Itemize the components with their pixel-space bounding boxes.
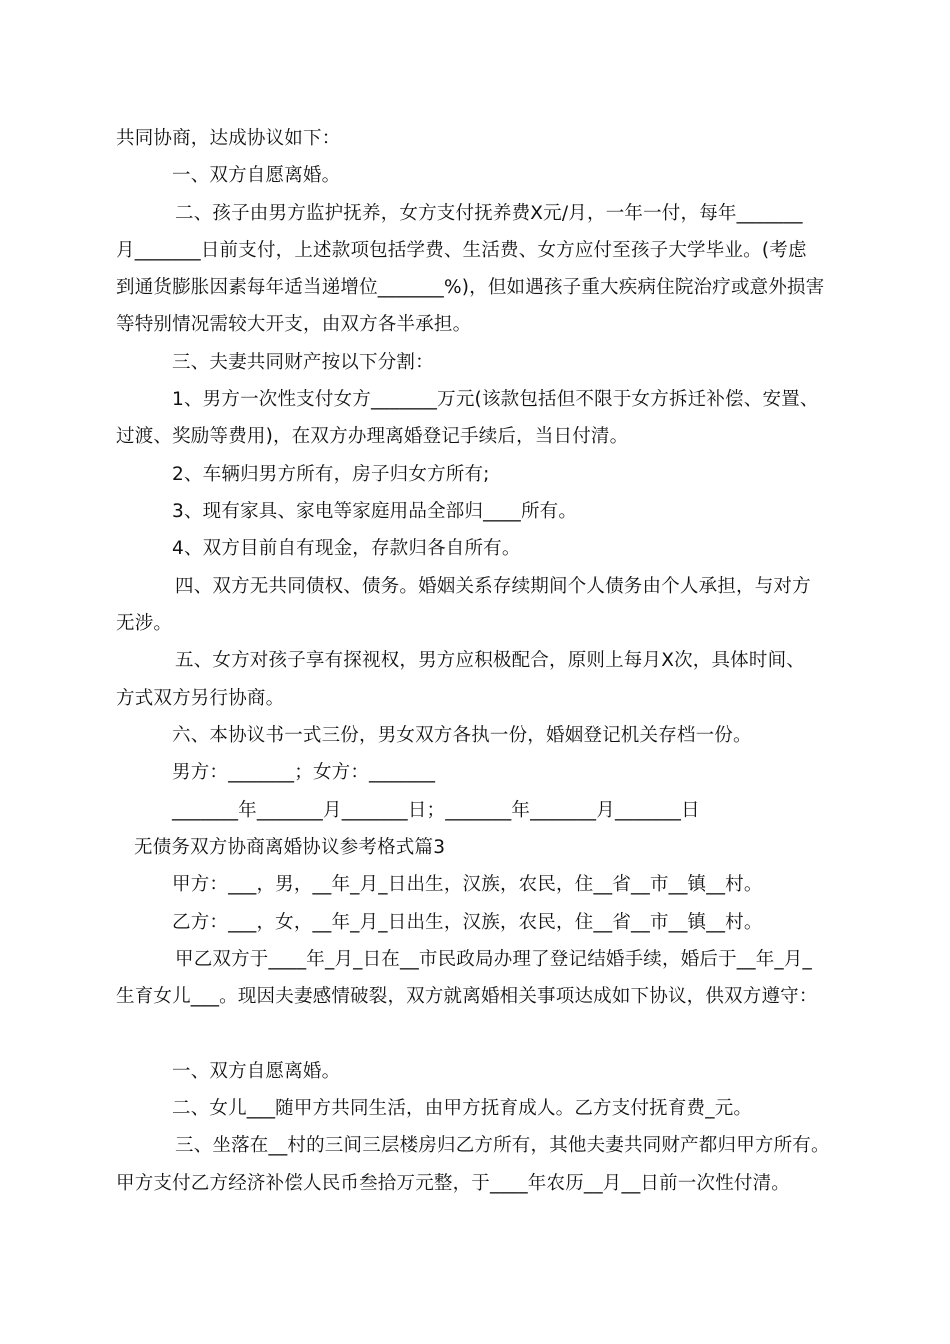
- text-line-13: 四、双方无共同债权、债务。婚姻关系存续期间个人债务由个人承担，与对方: [175, 576, 811, 597]
- text-line-19: _______年_______月_______日；_______年_______月_______日: [172, 800, 700, 821]
- text-line-5: 到通货膨胀因素每年适当递增位_______%)，但如遇孩子重大疾病住院治疗或意外损害: [116, 277, 825, 298]
- text-line-25: 一、双方自愿离婚。: [172, 1061, 341, 1082]
- text-line-26: 二、女儿___随甲方共同生活，由甲方抚育成人。乙方支付抚育费_元。: [172, 1098, 753, 1119]
- text-line-17: 六、本协议书一式三份，男女双方各执一份，婚姻登记机关存档一份。: [172, 725, 752, 746]
- text-line-8: 1、男方一次性支付女方_______万元(该款包括但不限于女方拆迁补偿、安置、: [172, 389, 819, 410]
- text-line-6: 等特别情况需较大开支，由双方各半承担。: [116, 314, 472, 335]
- text-line-12: 4、双方目前自有现金，存款归各自所有。: [172, 538, 521, 559]
- text-line-9: 过渡、奖励等费用)，在双方办理离婚登记手续后，当日付清。: [116, 426, 629, 447]
- text-line-1: 共同协商，达成协议如下：: [116, 128, 341, 149]
- text-line-23: 甲乙双方于____年_月_日在__市民政局办理了登记结婚手续，婚后于__年_月_: [175, 949, 813, 970]
- text-line-15: 五、女方对孩子享有探视权，男方应积极配合，原则上每月X次，具体时间、: [175, 650, 805, 671]
- section-heading: 无债务双方协商离婚协议参考格式篇3: [134, 837, 446, 858]
- text-line-21: 甲方：___，男，__年_月_日出生，汉族，农民，住__省__市__镇__村。: [172, 874, 763, 895]
- text-line-11: 3、现有家具、家电等家庭用品全部归____所有。: [172, 501, 578, 522]
- text-line-4: 月_______日前支付，上述款项包括学费、生活费、女方应付至孩子大学毕业。(考虑: [116, 240, 807, 261]
- text-line-16: 方式双方另行协商。: [116, 688, 285, 709]
- text-line-14: 无涉。: [116, 613, 173, 634]
- text-line-28: 甲方支付乙方经济补偿人民币叁拾万元整，于____年农历__月__日前一次性付清。: [116, 1173, 791, 1194]
- text-line-24: 生育女儿___。现因夫妻感情破裂，双方就离婚相关事项达成如下协议，供双方遵守：: [116, 986, 818, 1007]
- text-line-22: 乙方：___，女，__年_月_日出生，汉族，农民，住__省__市__镇__村。: [172, 912, 763, 933]
- text-line-2: 一、双方自愿离婚。: [172, 165, 341, 186]
- text-line-18: 男方：_______；女方：_______: [172, 762, 436, 783]
- text-line-3: 二、孩子由男方监护抚养，女方支付抚养费X元/月，一年一付，每年_______: [175, 203, 803, 224]
- text-line-27: 三、坐落在__村的三间三层楼房归乙方所有，其他夫妻共同财产都归甲方所有。: [175, 1135, 830, 1156]
- text-line-7: 三、夫妻共同财产按以下分割：: [172, 352, 434, 373]
- text-line-10: 2、车辆归男方所有，房子归女方所有;: [172, 464, 490, 485]
